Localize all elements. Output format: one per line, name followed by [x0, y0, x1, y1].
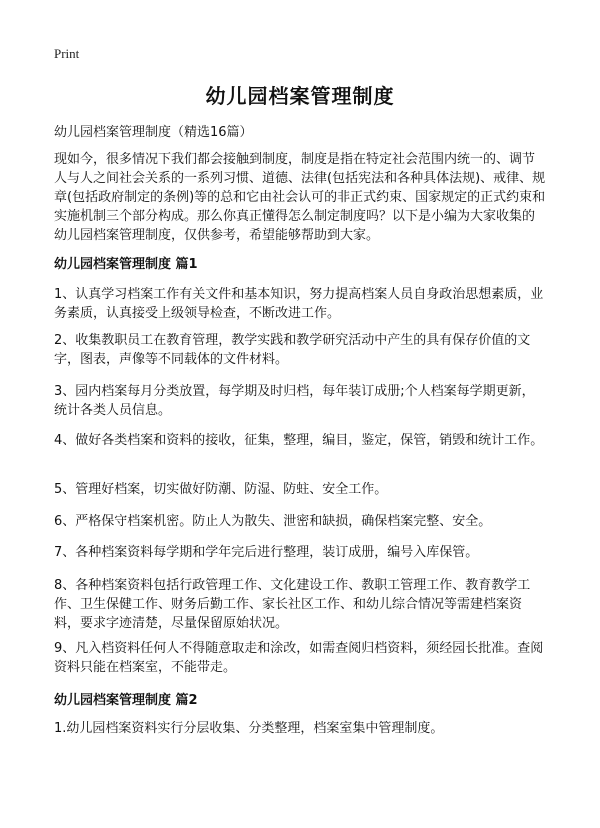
section-heading-1: 幼儿园档案管理制度 篇1 [54, 257, 198, 272]
list-item: 1、认真学习档案工作有关文件和基本知识，努力提高档案人员自身政治思想素质，业务素质，认真接受上级领导检查，不断改进工作。 [54, 287, 544, 321]
list-item: 3、园内档案每月分类放置，每学期及时归档，每年装订成册;个人档案每学期更新，统计各类人员信息。 [54, 384, 535, 418]
list-item: 8、各种档案资料包括行政管理工作、文化建设工作、教职工管理工作、教育教学工作、卫生保健工作、财务后勤工作、家长社区工作、和幼儿综合情况等需建档案资料，要求字迹清楚，尽量保留原始状况。 [54, 578, 531, 631]
print-link[interactable]: Print [54, 46, 80, 61]
list-item: 9、凡入档资料任何人不得随意取走和涂改，如需查阅归档资料，须经园长批准。查阅资料只能在档案室，不能带走。 [54, 641, 544, 675]
section-heading-2: 幼儿园档案管理制度 篇2 [54, 693, 198, 708]
list-item: 7、各种档案资料每学期和学年完后进行整理，装订成册，编号入库保管。 [54, 545, 479, 560]
page-subtitle: 幼儿园档案管理制度（精选16篇） [54, 125, 253, 140]
intro-paragraph: 现如今，很多情况下我们都会接触到制度，制度是指在特定社会范围内统一的、调节人与人之间社会关系的一系列习惯、道德、法律(包括宪法和各种具体法规)、戒律、规章(包括政府制定的条例)等的总和它由社会认可的非正式约束、国家规定的正式约束和实施机制三个部分构成。那么你真正懂得怎么制定制度吗？以下是小编为大家收集的幼儿园档案管理制度，仅供参考，希望能够帮助到大家。 [54, 152, 546, 243]
list-item: 6、严格保守档案机密。防止人为散失、泄密和缺损，确保档案完整、安全。 [54, 514, 492, 529]
page-title: 幼儿园档案管理制度 [205, 84, 395, 108]
list-item: 5、管理好档案，切实做好防潮、防湿、防蛀、安全工作。 [54, 482, 388, 497]
list-item: 2、收集教职员工在教育管理，教学实践和教学研究活动中产生的具有保存价值的文字，图表，声像等不同载体的文件材料。 [54, 333, 531, 367]
list-item: 4、做好各类档案和资料的接收，征集，整理，编目，鉴定，保管，销毁和统计工作。 [54, 433, 544, 448]
list-item: 1.幼儿园档案资料实行分层收集、分类整理，档案室集中管理制度。 [54, 721, 444, 736]
